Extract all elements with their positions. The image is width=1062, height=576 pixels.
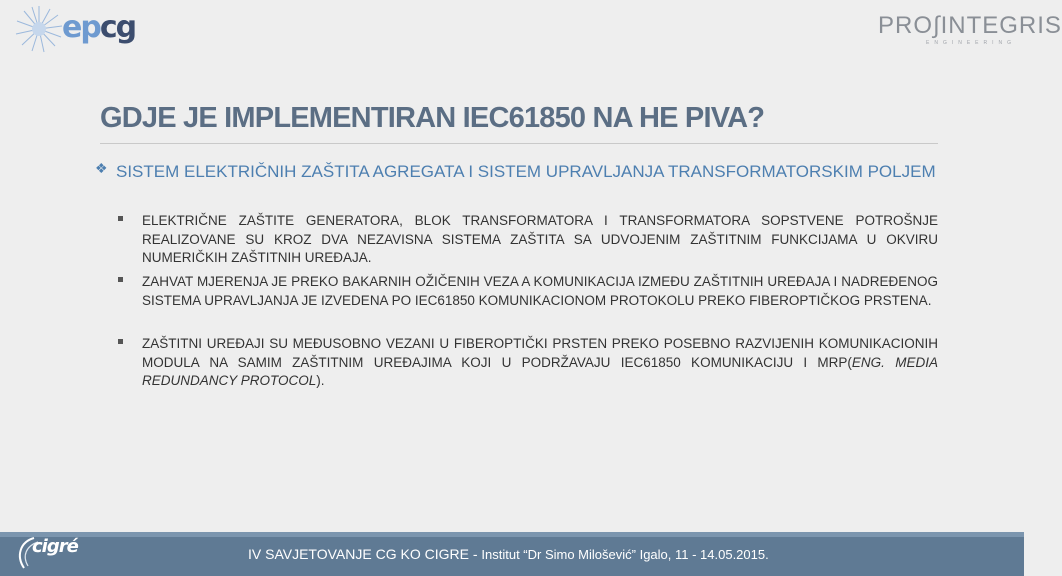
footer-bar <box>0 532 1024 576</box>
cigre-logo <box>14 534 94 574</box>
footer-top-stripe <box>0 532 1024 537</box>
italic-protocol-name: ENG. MEDIA REDUNDANCY PROTOCOL <box>142 354 938 388</box>
prointegris-wordmark: PRO∫INTEGRIS <box>878 12 1062 39</box>
footer-text: IV SAVJETOVANJE CG KO CIGRE - Institut “Dr Simo Milošević” Igalo, 11 - 14.05.2015. <box>248 546 769 562</box>
epcg-wordmark: epcg <box>62 10 136 45</box>
sub-bullet-3 <box>118 335 938 391</box>
prointegris-tagline: ENGINEERING <box>926 40 1017 46</box>
square-bullet-icon <box>118 216 123 221</box>
square-bullet-icon <box>118 339 123 344</box>
title-divider <box>100 143 938 144</box>
main-bullet <box>95 160 938 183</box>
square-bullet-icon <box>118 277 123 282</box>
diamond-bullet-icon: ❖ <box>95 160 108 176</box>
sub-bullet-text: ELEKTRIČNE ZAŠTITE GENERATORA, BLOK TRANSFORMATORA I TRANSFORMATORA SOPSTVENE POTROŠNJE REALIZOVANE SU KROZ DVA NEZAVISNA SISTEMA ZAŠTITA SA UDVOJENIM ZAŠTITNIM FUNKCIJAMA U OKVIRU NUMERIČKIH ZAŠTITNIH UREĐAJA. <box>142 213 938 265</box>
slide-title: GDJE JE IMPLEMENTIRAN IEC61850 NA HE PIVA? <box>100 102 765 134</box>
sub-bullet-text: ZAŠTITNI UREĐAJI SU MEĐUSOBNO VEZANI U FIBEROPTIČKI PRSTEN PREKO POSEBNO RAZVIJENIH KOMUNIKACIONIH MODULA NA SAMIM ZAŠTITNIM UREĐAJIMA KOJI U PODRŽAVAJU IEC61850 KOMUNIKACIJU I MRP(ENG. MEDIA REDUNDANCY PROTOCOL). <box>142 336 938 388</box>
sub-bullet-1 <box>118 212 938 268</box>
main-bullet-text: SISTEM ELEKTRIČNIH ZAŠTITA AGREGATA I SISTEM UPRAVLJANJA TRANSFORMATORSKIM POLJEM <box>116 162 936 181</box>
epcg-logo <box>14 4 136 52</box>
sub-bullet-2 <box>118 273 938 310</box>
cigre-wordmark: cigré <box>32 536 78 557</box>
prointegris-logo <box>878 10 1062 46</box>
sub-bullet-text: ZAHVAT MJERENJA JE PREKO BAKARNIH OŽIČENIH VEZA A KOMUNIKACIJA IZMEĐU ZAŠTITNIH UREĐAJA I NADREĐENOG SISTEMA UPRAVLJANJA JE IZVEDENA PO IEC61850 KOMUNIKACIONOM PROTOKOLU PREKO FIBEROPTIČKOG PRSTENA. <box>142 274 938 308</box>
epcg-starburst-icon <box>14 4 64 54</box>
